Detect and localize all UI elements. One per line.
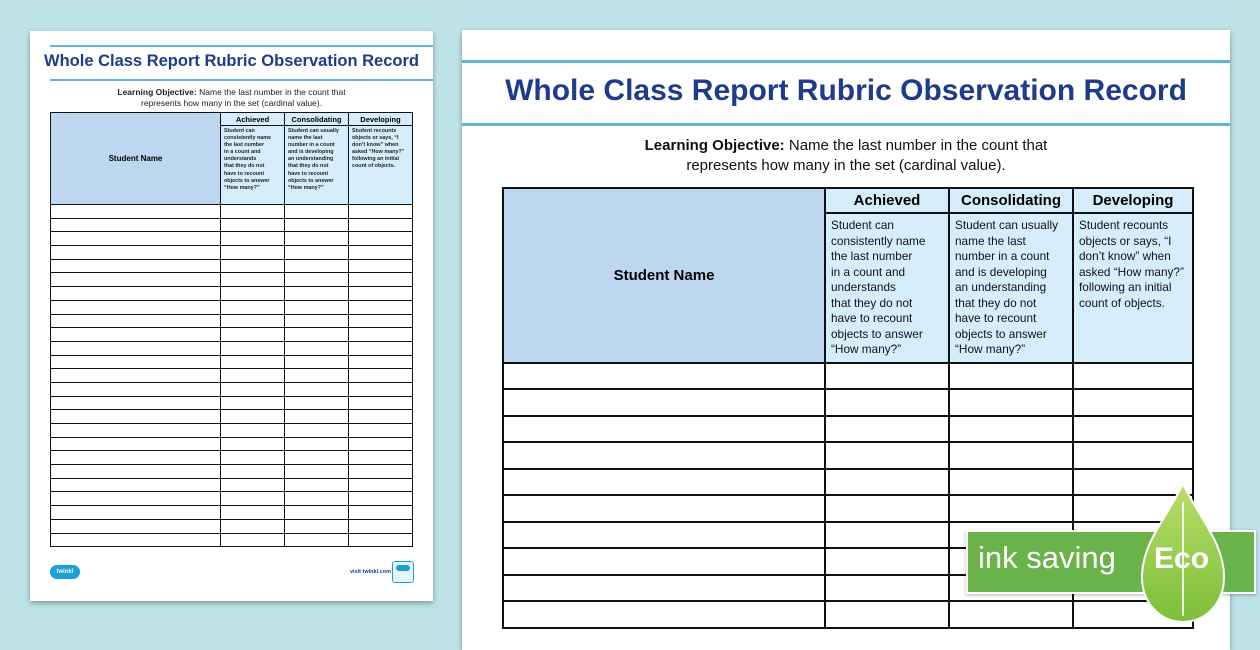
achieved-cell[interactable] <box>221 437 285 451</box>
achieved-header: Achieved <box>221 113 285 126</box>
publisher-badge-icon <box>392 561 414 583</box>
student-name-cell[interactable] <box>51 492 221 506</box>
consolidating-cell[interactable] <box>285 410 349 424</box>
description-line: that they do not <box>955 295 1037 310</box>
consolidating-cell[interactable] <box>285 451 349 465</box>
student-name-cell[interactable] <box>51 424 221 438</box>
achieved-cell[interactable] <box>825 416 949 443</box>
description-line: have to recount <box>224 170 265 177</box>
achieved-cell[interactable] <box>825 442 949 469</box>
description-line: count of objects. <box>352 163 396 170</box>
thumbnail-table-body <box>51 205 413 547</box>
developing-description <box>1073 213 1193 363</box>
consolidating-cell[interactable] <box>285 218 349 232</box>
achieved-cell[interactable] <box>221 382 285 396</box>
table-row <box>51 492 413 506</box>
table-row <box>51 437 413 451</box>
student-name-cell[interactable] <box>51 396 221 410</box>
description-line: name the last <box>955 233 1026 248</box>
consolidating-cell[interactable] <box>285 424 349 438</box>
table-row <box>51 218 413 232</box>
consolidating-description <box>285 126 349 205</box>
developing-cell[interactable] <box>349 205 413 219</box>
table-row <box>51 396 413 410</box>
table-row <box>51 506 413 520</box>
description-line: number in a count <box>955 249 1050 263</box>
consolidating-cell[interactable] <box>285 205 349 219</box>
consolidating-cell[interactable] <box>285 300 349 314</box>
twinkl-logo: twinkl <box>50 565 80 579</box>
developing-cell[interactable] <box>349 382 413 396</box>
student-name-cell[interactable] <box>51 300 221 314</box>
table-row <box>51 328 413 342</box>
consolidating-cell[interactable] <box>285 328 349 342</box>
table-row <box>51 424 413 438</box>
table-row <box>51 259 413 273</box>
objective-label: Learning Objective: <box>117 87 197 97</box>
description-line: have to recount <box>955 311 1037 325</box>
description-line: Student recounts <box>352 128 397 134</box>
description-line: the last number <box>224 142 265 149</box>
student-name-cell[interactable] <box>51 451 221 465</box>
table-row <box>51 273 413 287</box>
description-line: following an initial <box>1079 280 1172 294</box>
developing-cell[interactable] <box>349 369 413 383</box>
table-row <box>51 465 413 479</box>
developing-cell[interactable] <box>349 396 413 410</box>
developing-cell[interactable] <box>1073 442 1193 469</box>
table-row <box>51 451 413 465</box>
student-name-cell[interactable] <box>503 575 825 602</box>
student-name-cell[interactable] <box>51 287 221 301</box>
description-line: Student can usually <box>955 218 1058 232</box>
description-line: don’t know” when <box>1079 249 1171 263</box>
achieved-cell[interactable] <box>825 548 949 575</box>
student-name-cell[interactable] <box>51 355 221 369</box>
document-title: Whole Class Report Rubric Observation Record <box>505 74 1187 107</box>
description-line: “How many?” <box>831 342 902 356</box>
achieved-cell[interactable] <box>221 355 285 369</box>
achieved-cell[interactable] <box>221 218 285 232</box>
developing-cell[interactable] <box>349 437 413 451</box>
description-line: have to recount <box>831 311 913 325</box>
achieved-cell[interactable] <box>221 259 285 273</box>
achieved-cell[interactable] <box>221 287 285 301</box>
description-line: Student can <box>224 128 255 134</box>
description-line: count of objects. <box>1079 295 1165 310</box>
student-name-cell[interactable] <box>503 548 825 575</box>
description-line: in a count and <box>831 264 906 279</box>
consolidating-cell[interactable] <box>285 519 349 533</box>
objective-line2: represents how many in the set (cardinal value). <box>141 98 322 108</box>
eco-label: Eco <box>1154 542 1210 575</box>
table-row <box>51 355 413 369</box>
description-line: an understanding <box>288 156 334 163</box>
achieved-cell[interactable] <box>221 519 285 533</box>
developing-cell[interactable] <box>349 506 413 520</box>
description-line: understands <box>831 280 896 294</box>
developing-cell[interactable] <box>349 246 413 260</box>
consolidating-cell[interactable] <box>949 442 1073 469</box>
description-line: Student can usually <box>288 128 339 134</box>
achieved-cell[interactable] <box>825 601 949 628</box>
description-line: that they do not <box>831 295 913 310</box>
student-name-cell[interactable] <box>503 522 825 549</box>
header-rule-bottom <box>462 123 1230 126</box>
student-name-cell[interactable] <box>51 273 221 287</box>
description-line: don’t know” when <box>352 142 399 149</box>
description-line: following an initial <box>352 156 400 163</box>
table-row <box>51 246 413 260</box>
objective-label: Learning Objective: <box>644 137 785 154</box>
header-rule-bottom <box>50 79 433 81</box>
student-name-cell[interactable] <box>51 437 221 451</box>
description-line: asked “How many?” <box>352 149 405 156</box>
consolidating-cell[interactable] <box>285 492 349 506</box>
achieved-cell[interactable] <box>221 314 285 328</box>
student-name-cell[interactable] <box>503 442 825 469</box>
description-line: asked “How many?” <box>1079 264 1184 279</box>
table-row <box>503 363 1193 390</box>
consolidating-cell[interactable] <box>285 314 349 328</box>
student-name-header: Student Name <box>51 113 221 205</box>
description-line: objects to answer <box>831 326 923 341</box>
description-line: objects to answer <box>955 326 1047 341</box>
consolidating-cell[interactable] <box>285 246 349 260</box>
developing-cell[interactable] <box>1073 363 1193 390</box>
table-row <box>51 410 413 424</box>
table-row <box>51 314 413 328</box>
table-row <box>51 341 413 355</box>
developing-cell[interactable] <box>349 300 413 314</box>
student-name-cell[interactable] <box>503 495 825 522</box>
student-name-cell[interactable] <box>503 416 825 443</box>
description-line: objects or says, “I <box>1079 233 1172 248</box>
achieved-cell[interactable] <box>221 246 285 260</box>
achieved-cell[interactable] <box>221 205 285 219</box>
achieved-cell[interactable] <box>221 369 285 383</box>
achieved-cell[interactable] <box>221 328 285 342</box>
description-line: and is developing <box>955 264 1047 279</box>
student-name-cell[interactable] <box>503 469 825 496</box>
table-row <box>51 369 413 383</box>
student-name-cell[interactable] <box>51 506 221 520</box>
student-name-cell[interactable] <box>51 218 221 232</box>
description-line: objects to answer <box>224 177 270 184</box>
consolidating-cell[interactable] <box>949 389 1073 416</box>
achieved-cell[interactable] <box>221 451 285 465</box>
consolidating-cell[interactable] <box>285 396 349 410</box>
table-row <box>503 416 1193 443</box>
ink-saving-badge <box>964 482 1260 630</box>
achieved-cell[interactable] <box>825 363 949 390</box>
consolidating-cell[interactable] <box>285 259 349 273</box>
description-line: name the last <box>288 135 323 142</box>
developing-cell[interactable] <box>349 341 413 355</box>
developing-header: Developing <box>349 113 413 126</box>
developing-cell[interactable] <box>349 328 413 342</box>
footer-link[interactable]: visit twinkl.com <box>350 569 391 575</box>
objective-line1: Name the last number in the count that <box>199 87 346 97</box>
consolidating-cell[interactable] <box>285 369 349 383</box>
student-name-cell[interactable] <box>51 341 221 355</box>
developing-cell[interactable] <box>349 314 413 328</box>
developing-cell[interactable] <box>1073 416 1193 443</box>
student-name-cell[interactable] <box>51 369 221 383</box>
description-line: Student recounts <box>1079 218 1169 232</box>
consolidating-header: Consolidating <box>285 113 349 126</box>
document-thumbnail <box>30 31 433 601</box>
consolidating-cell[interactable] <box>949 416 1073 443</box>
developing-cell[interactable] <box>349 259 413 273</box>
achieved-cell[interactable] <box>221 341 285 355</box>
student-name-cell[interactable] <box>51 533 221 547</box>
achieved-cell[interactable] <box>825 469 949 496</box>
table-row <box>51 232 413 246</box>
achieved-cell[interactable] <box>221 396 285 410</box>
student-name-cell[interactable] <box>51 259 221 273</box>
student-name-cell[interactable] <box>51 246 221 260</box>
achieved-cell[interactable] <box>221 300 285 314</box>
student-name-cell[interactable] <box>51 478 221 492</box>
header-rule-top <box>50 45 433 47</box>
description-line: “How many?” <box>288 184 324 191</box>
developing-cell[interactable] <box>349 465 413 479</box>
developing-cell[interactable] <box>349 273 413 287</box>
consolidating-cell[interactable] <box>285 273 349 287</box>
description-line: “How many?” <box>224 184 260 191</box>
developing-cell[interactable] <box>349 410 413 424</box>
table-row <box>51 533 413 547</box>
achieved-cell[interactable] <box>825 389 949 416</box>
student-name-cell[interactable] <box>51 328 221 342</box>
table-row <box>51 382 413 396</box>
achieved-cell[interactable] <box>825 575 949 602</box>
developing-cell[interactable] <box>349 519 413 533</box>
achieved-cell[interactable] <box>221 232 285 246</box>
developing-cell[interactable] <box>349 478 413 492</box>
student-name-cell[interactable] <box>503 389 825 416</box>
consolidating-cell[interactable] <box>285 287 349 301</box>
achieved-cell[interactable] <box>221 410 285 424</box>
student-name-cell[interactable] <box>51 465 221 479</box>
achieved-cell[interactable] <box>221 506 285 520</box>
developing-description <box>349 126 413 205</box>
consolidating-cell[interactable] <box>285 478 349 492</box>
description-line: understands <box>224 156 257 163</box>
achieved-header: Achieved <box>825 188 949 213</box>
consolidating-cell[interactable] <box>285 232 349 246</box>
developing-cell[interactable] <box>349 232 413 246</box>
achieved-cell[interactable] <box>221 478 285 492</box>
developing-cell[interactable] <box>349 451 413 465</box>
consolidating-cell[interactable] <box>285 382 349 396</box>
consolidating-header: Consolidating <box>949 188 1073 213</box>
student-name-cell[interactable] <box>51 314 221 328</box>
student-name-cell[interactable] <box>51 232 221 246</box>
learning-objective <box>462 136 1230 176</box>
student-name-cell[interactable] <box>51 519 221 533</box>
consolidating-cell[interactable] <box>285 437 349 451</box>
ink-saving-label: ink saving <box>978 540 1116 575</box>
consolidating-cell[interactable] <box>285 533 349 547</box>
description-line: Student can <box>831 218 894 232</box>
developing-cell[interactable] <box>349 424 413 438</box>
description-line: in a count and <box>224 149 261 156</box>
table-row <box>51 287 413 301</box>
table-row <box>51 205 413 219</box>
thumbnail-objective <box>30 87 433 109</box>
thumbnail-title: Whole Class Report Rubric Observation Record <box>44 52 419 70</box>
description-line: the last number <box>831 249 913 263</box>
description-line: have to recount <box>288 170 329 177</box>
student-name-cell[interactable] <box>51 205 221 219</box>
student-name-cell[interactable] <box>51 382 221 396</box>
description-line: “How many?” <box>955 342 1026 356</box>
consolidating-cell[interactable] <box>285 465 349 479</box>
achieved-cell[interactable] <box>825 495 949 522</box>
student-name-cell[interactable] <box>503 601 825 628</box>
achieved-cell[interactable] <box>221 273 285 287</box>
developing-cell[interactable] <box>349 218 413 232</box>
description-line: number in a count <box>288 142 335 149</box>
achieved-cell[interactable] <box>221 465 285 479</box>
developing-header: Developing <box>1073 188 1193 213</box>
consolidating-cell[interactable] <box>285 506 349 520</box>
description-line: objects or says, “I <box>352 135 399 142</box>
objective-line2: represents how many in the set (cardinal value). <box>686 157 1006 174</box>
description-line: that they do not <box>288 163 329 170</box>
student-name-cell[interactable] <box>503 363 825 390</box>
consolidating-cell[interactable] <box>949 363 1073 390</box>
student-name-header: Student Name <box>503 188 825 363</box>
developing-cell[interactable] <box>349 287 413 301</box>
table-row <box>51 519 413 533</box>
developing-cell[interactable] <box>349 533 413 547</box>
thumbnail-rubric-table <box>50 112 413 547</box>
description-line: objects to answer <box>288 177 334 184</box>
consolidating-cell[interactable] <box>285 355 349 369</box>
description-line: and is developing <box>288 149 334 156</box>
achieved-cell[interactable] <box>221 533 285 547</box>
table-row <box>51 300 413 314</box>
eco-drop-icon <box>964 482 1260 630</box>
achieved-cell[interactable] <box>221 492 285 506</box>
developing-cell[interactable] <box>349 355 413 369</box>
achieved-cell[interactable] <box>221 424 285 438</box>
description-line: that they do not <box>224 163 265 170</box>
description-line: consistently name <box>831 233 926 248</box>
table-row <box>503 389 1193 416</box>
developing-cell[interactable] <box>349 492 413 506</box>
table-row <box>51 478 413 492</box>
developing-cell[interactable] <box>1073 389 1193 416</box>
consolidating-cell[interactable] <box>285 341 349 355</box>
description-line: consistently name <box>224 135 272 142</box>
objective-line1: Name the last number in the count that <box>788 137 1048 154</box>
table-row <box>503 442 1193 469</box>
consolidating-description <box>949 213 1073 363</box>
student-name-cell[interactable] <box>51 410 221 424</box>
achieved-description <box>825 213 949 363</box>
achieved-cell[interactable] <box>825 522 949 549</box>
description-line: an understanding <box>955 280 1047 294</box>
achieved-description <box>221 126 285 205</box>
header-rule-top <box>462 60 1230 63</box>
